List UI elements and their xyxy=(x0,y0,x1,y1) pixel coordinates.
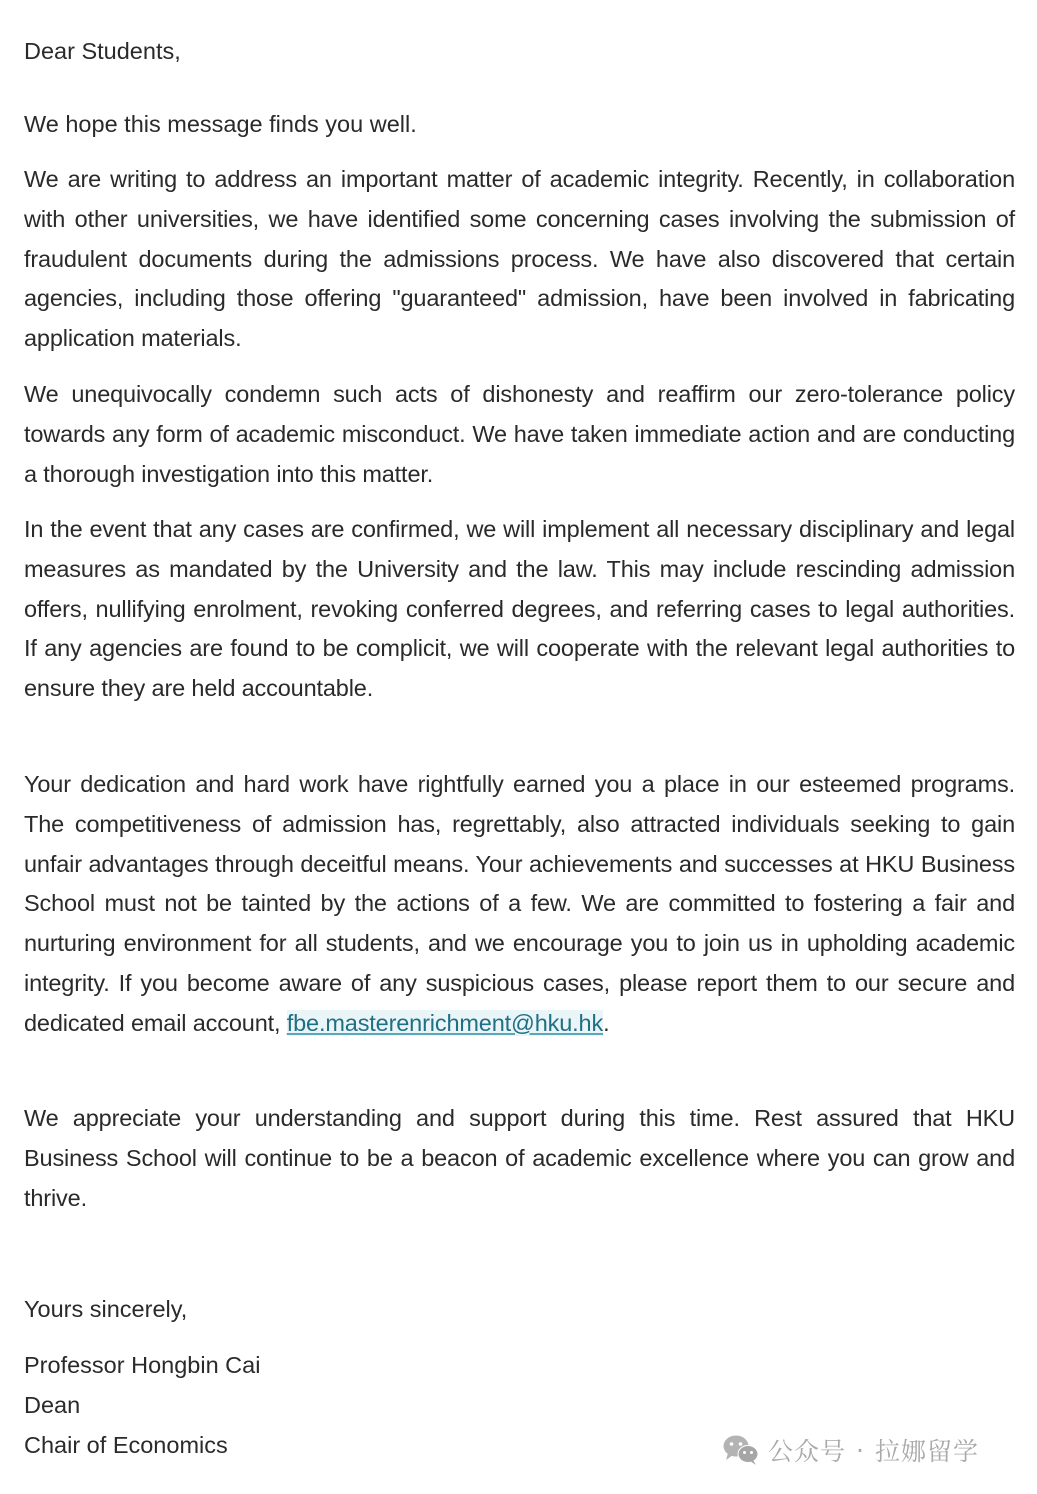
paragraph-disciplinary-measures: In the event that any cases are confirmed, we will implement all necessary disciplinary and legal measures as mandated by the University and the law. This may include rescinding admission offers, nullifying enrolment, revoking conferred degrees, and referring cases to legal authorities. If any agencies are found to be complicit, we will cooperate with the relevant legal authorities to ensure they are held accountable. xyxy=(24,516,1015,702)
signatory-title-dean: Dean xyxy=(24,1391,81,1418)
paragraph-report-cases-text: Your dedication and hard work have rightfully earned you a place in our esteemed programs. The competitiveness of admission has, regrettably, also attracted individuals seeking to gain unfair advantages through deceitful means. Your achievements and successes at HKU Business School must not be tainted by the actions of a few. We are committed to fostering a fair and nurturing environment for all students, and we encourage you to join us in upholding academic integrity. If you become aware of any suspicious cases, please report them to our secure and dedicated email account, xyxy=(24,771,1015,1036)
paragraph-integrity-matter: We are writing to address an important matter of academic integrity. Recently, in collaboration with other universities, we have identified some concerning cases involving the submission of fraudulent documents during the admissions process. We have also discovered that certain agencies, including those offering "guaranteed" admission, have been involved in fabricating application materials. xyxy=(24,166,1015,352)
paragraph-appreciation: We appreciate your understanding and support during this time. Rest assured that HKU Business School will continue to be a beacon of academic excellence where you can grow and thrive. xyxy=(24,1105,1015,1211)
paragraph-report-cases xyxy=(24,765,1015,1044)
greeting-line: We hope this message finds you well. xyxy=(24,111,417,137)
signature-block xyxy=(24,1346,260,1465)
paragraph-zero-tolerance: We unequivocally condemn such acts of dishonesty and reaffirm our zero-tolerance policy towards any form of academic misconduct. We have taken immediate action and are conducting a thorough investigation into this matter. xyxy=(24,381,1015,487)
signatory-title-chair: Chair of Economics xyxy=(24,1431,228,1458)
paragraph-report-cases-end: . xyxy=(603,1009,610,1036)
watermark-separator: · xyxy=(856,1435,865,1465)
watermark-label: 公众号 xyxy=(768,1437,847,1466)
closing: Yours sincerely, xyxy=(24,1296,188,1322)
report-email-link[interactable]: fbe.masterenrichment@hku.hk xyxy=(286,1009,604,1036)
watermark-account: 拉娜留学 xyxy=(874,1437,979,1466)
wechat-watermark xyxy=(722,1432,979,1468)
wechat-icon xyxy=(722,1434,760,1466)
salutation: Dear Students, xyxy=(24,38,181,64)
signatory-name: Professor Hongbin Cai xyxy=(24,1352,261,1378)
